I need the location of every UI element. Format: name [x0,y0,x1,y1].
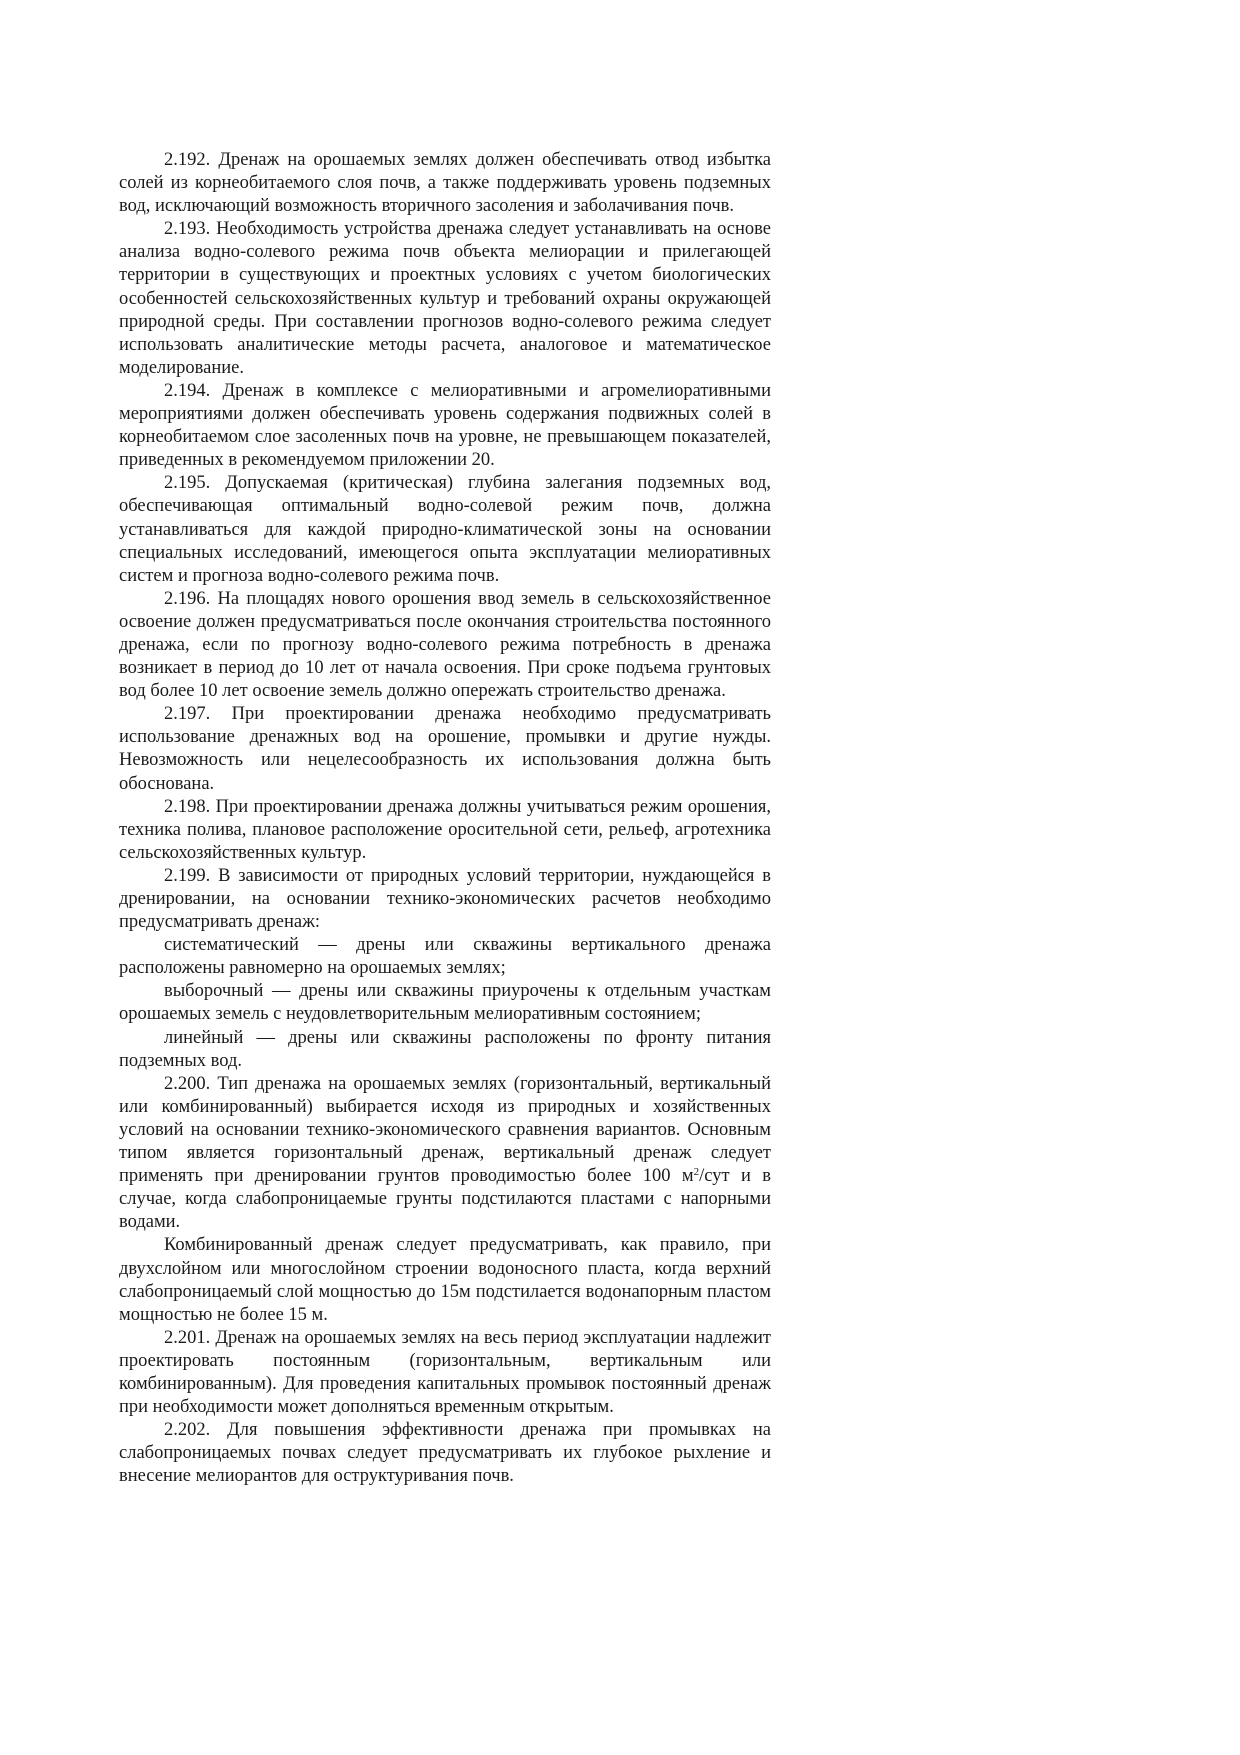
paragraph-2-192: 2.192. Дренаж на орошаемых землях должен обеспечивать отвод избытка солей из корнеобитаемого слоя почв, а также поддерживать уровень подземных вод, исключающий возможность вторичного засоления и заболачивания почв. [119,150,771,217]
paragraph-2-200-text: 2.200. Тип дренажа на орошаемых землях (горизонтальный, вертикальный или комбинированный) выбирается исходя из природных и хозяйственных условий на основании технико-экономического сравнения вариантов. Основным типом является горизонтальный дренаж, вертикальный дренаж следует применять при дренировании грунтов проводимостью более 100 м [119,1073,771,1187]
paragraph-2-198: 2.198. При проектировании дренажа должны учитываться режим орошения, техника полива, плановое расположение оросительной сети, рельеф, агротехника сельскохозяйственных культур. [119,796,771,863]
paragraph-2-196: 2.196. На площадях нового орошения ввод земель в сельскохозяйственное освоение должен предусматриваться после окончания строительства постоянного дренажа, если по прогнозу водно-солевого режима потребность в дренажа возникает в период до 10 лет от начала освоения. При сроке подъема грунтовых вод более 10 лет освоение земель должно опережать строительство дренажа. [119,588,771,702]
paragraph-2-199: 2.199. В зависимости от природных условий территории, нуждающейся в дренировании, на основании технико-экономических расчетов необходимо предусматривать дренаж: [119,865,771,933]
superscript-2: 2 [693,1166,700,1179]
paragraph-combined-drainage: Комбинированный дренаж следует предусматривать, как правило, при двухслойном или многослойном строении водоносного пласта, когда верхний слабопроницаемый слой мощностью до 15м подстилается водонапорным пластом мощностью не более 15 м. [119,1235,771,1325]
paragraph-2-200 [119,1073,771,1235]
paragraph-2-194: 2.194. Дренаж в комплексе с мелиоративными и агромелиоративными мероприятиями должен обеспечивать уровень содержания подвижных солей в корнеобитаемом слое засоленных почв на уровне, не превышающем показателей, приведенных в рекомендуемом приложении 20. [119,380,771,471]
list-item-systematic: систематический — дрены или скважины вертикального дренажа расположены равномерно на орошаемых землях; [119,935,771,979]
list-item-linear: линейный — дрены или скважины расположены по фронту питания подземных вод. [119,1027,771,1071]
paragraph-2-193: 2.193. Необходимость устройства дренажа следует устанавливать на основе анализа водно-солевого режима почв объекта мелиорации и прилегающей территории в существующих и проектных условиях с учетом биологических особенностей сельскохозяйственных культур и требований охраны окружающей природной среды. При составлении прогнозов водно-солевого режима следует использовать аналитические методы расчета, аналоговое и математическое моделирование. [119,219,771,378]
list-item-selective: выборочный — дрены или скважины приурочены к отдельным участкам орошаемых земель с неудовлетворительным мелиоративным состоянием; [119,981,771,1025]
paragraph-2-197: 2.197. При проектировании дренажа необходимо предусматривать использование дренажных вод на орошение, промывки и другие нужды. Невозможность или нецелесообразность их использования должна быть обоснована. [119,704,771,794]
paragraph-2-200-text-end: /сут и в случае, когда слабопроницаемые грунты подстилаются пластами с напорными водами. [119,1166,772,1233]
paragraph-2-195: 2.195. Допускаемая (критическая) глубина залегания подземных вод, обеспечивающая оптимальный водно-солевой режим почв, должна устанавливаться для каждой природно-климатической зоны на основании специальных исследований, имеющегося опыта эксплуатации мелиоративных систем и прогноза водно-солевого режима почв. [119,473,771,586]
paragraph-2-201: 2.201. Дренаж на орошаемых землях на весь период эксплуатации надлежит проектировать постоянным (горизонтальным, вертикальным или комбинированным). Для проведения капитальных промывок постоянный дренаж при необходимости может дополняться временным открытым. [119,1327,771,1418]
document-page [119,149,771,1488]
paragraph-2-202: 2.202. Для повышения эффективности дренажа при промывках на слабопроницаемых почвах следует предусматривать их глубокое рыхление и внесение мелиорантов для оструктуривания почв. [119,1420,771,1487]
